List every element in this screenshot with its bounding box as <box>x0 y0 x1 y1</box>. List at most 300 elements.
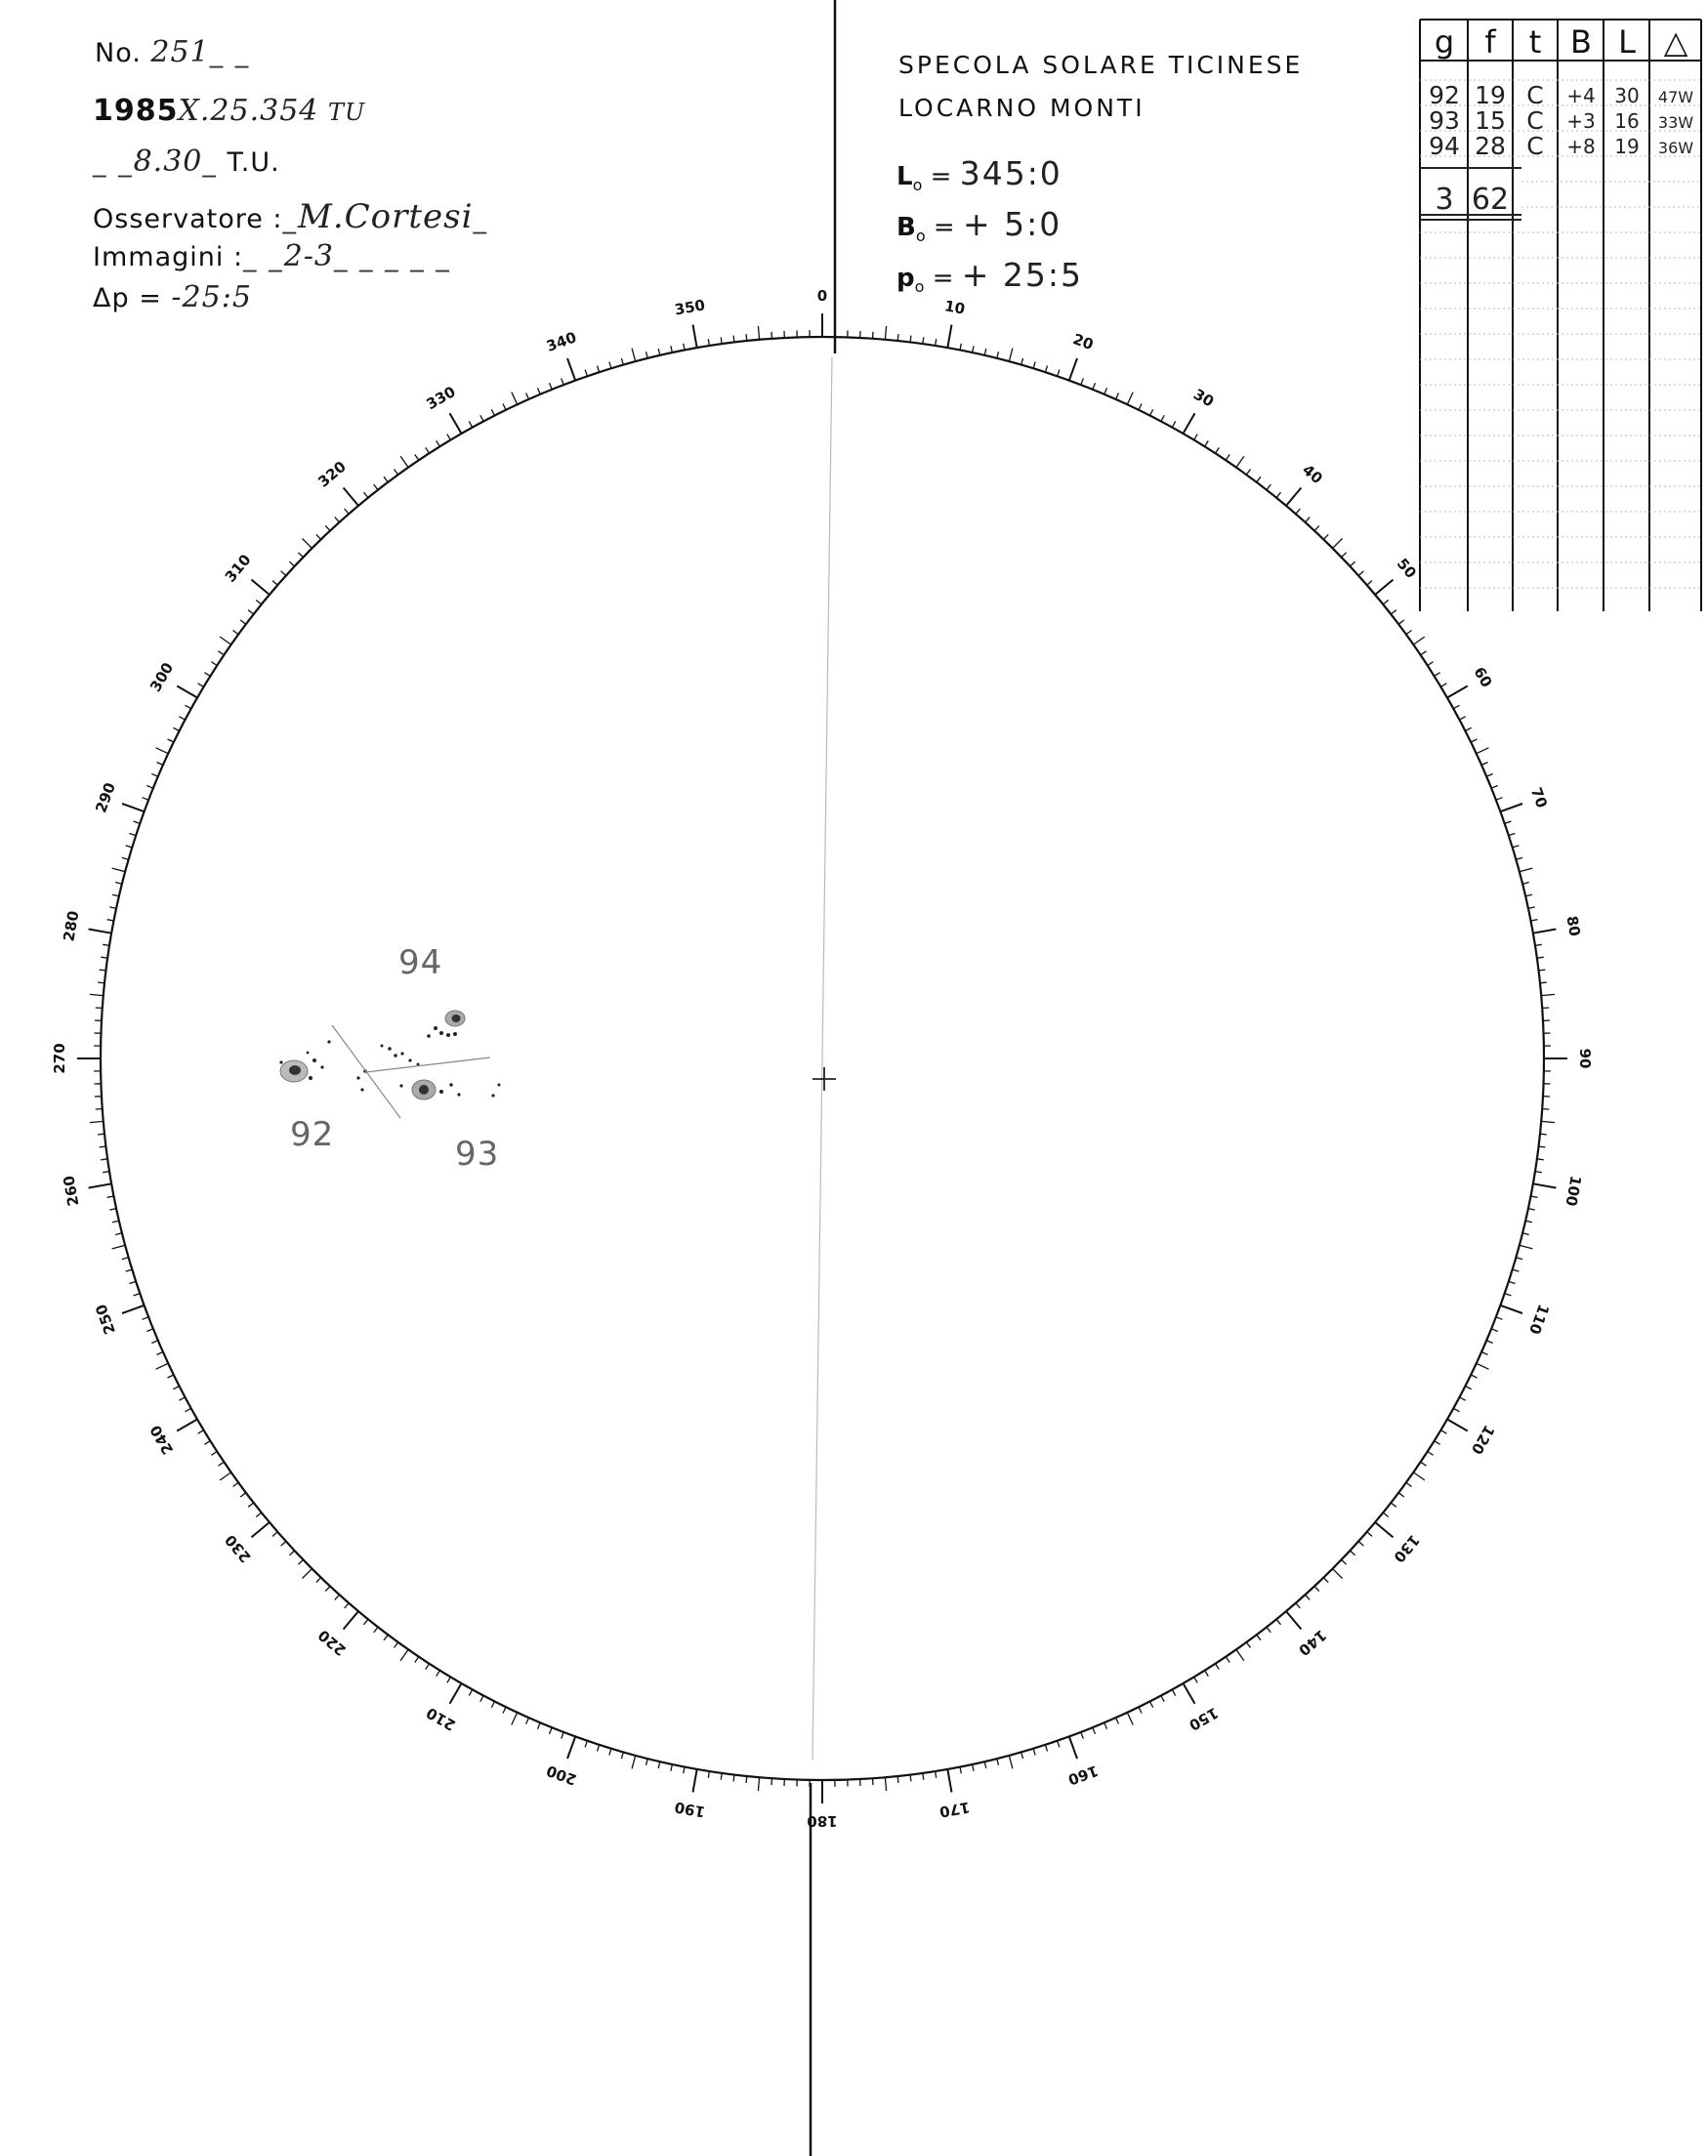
scale-tick <box>281 1542 286 1547</box>
scale-tick <box>374 484 378 490</box>
scale-tick <box>733 1775 734 1782</box>
scale-tick <box>936 339 937 346</box>
scale-tick <box>632 1756 636 1769</box>
scale-tick <box>1447 686 1468 698</box>
scale-tick <box>1505 821 1512 823</box>
scale-label-50: 50 <box>1393 555 1420 582</box>
scale-tick <box>143 1317 149 1320</box>
images-value: 2-3 <box>283 239 334 273</box>
scale-tick <box>1172 422 1175 428</box>
scale-tick <box>122 804 145 811</box>
scale-tick <box>272 581 277 586</box>
scale-tick <box>562 1732 564 1739</box>
scale-tick <box>211 662 217 666</box>
scale-tick <box>1116 1718 1119 1723</box>
time-unit: T.U. <box>227 147 280 178</box>
scale-tick <box>415 455 419 461</box>
param-P0-sub: o <box>914 277 925 297</box>
scale-tick <box>272 1532 277 1537</box>
scale-tick <box>1398 1493 1404 1497</box>
table-cell: 94 <box>1429 132 1460 160</box>
scale-tick <box>1226 455 1229 461</box>
scale-tick <box>1276 1619 1280 1625</box>
group-93-spots <box>356 1069 500 1099</box>
scale-tick <box>1383 1513 1389 1516</box>
scale-tick <box>447 435 451 440</box>
scale-label-10: 10 <box>942 297 967 318</box>
scale-tick <box>146 786 153 789</box>
scale-tick <box>526 394 529 399</box>
scale-tick <box>1537 957 1544 958</box>
scale-tick <box>1267 1627 1271 1633</box>
scale-tick <box>693 325 697 349</box>
scale-tick <box>1161 1696 1164 1702</box>
scale-tick <box>146 1329 153 1332</box>
scale-tick <box>632 349 636 362</box>
scale-tick <box>1333 1569 1343 1579</box>
scale-tick <box>960 344 961 351</box>
scale-tick <box>1216 447 1220 453</box>
scale-tick <box>415 1657 419 1663</box>
scale-tick <box>1528 1209 1535 1211</box>
table-cell: 36W <box>1657 139 1694 157</box>
scale-tick <box>684 344 685 351</box>
scale-tick <box>400 1649 408 1660</box>
date-tu: TU <box>327 99 366 126</box>
scale-label-170: 170 <box>937 1798 972 1821</box>
central-meridian-line <box>812 357 832 1760</box>
scale-tick <box>384 1635 388 1640</box>
scale-label-270: 270 <box>51 1043 68 1074</box>
scale-tick <box>1267 484 1271 490</box>
scale-tick <box>233 631 239 635</box>
scale-tick <box>1161 415 1164 421</box>
observer-value: M.Cortesi <box>298 197 474 236</box>
table-cell: 16 <box>1614 109 1640 133</box>
scale-tick <box>1296 1603 1301 1608</box>
scale-tick <box>1460 1397 1466 1400</box>
scale-tick <box>447 1677 451 1682</box>
scale-tick <box>1496 798 1503 801</box>
scale-tick <box>1226 1657 1229 1663</box>
scale-tick <box>252 580 270 595</box>
scale-tick <box>1194 435 1198 440</box>
scale-tick <box>1236 1649 1244 1660</box>
scale-label-320: 320 <box>314 457 350 491</box>
scale-tick <box>1009 1756 1013 1769</box>
scale-tick <box>1539 970 1546 971</box>
scale-tick <box>1021 358 1023 365</box>
scale-tick <box>758 1777 759 1791</box>
scale-tick <box>1435 673 1440 677</box>
scale-tick <box>684 1766 685 1773</box>
scale-tick <box>658 349 660 355</box>
scale-tick <box>598 366 600 373</box>
scale-label-60: 60 <box>1470 663 1496 691</box>
scale-tick <box>503 1707 506 1713</box>
scale-label-310: 310 <box>221 551 255 586</box>
group-label-92: 92 <box>290 1115 335 1154</box>
scale-tick <box>1435 1441 1440 1445</box>
scale-tick <box>345 509 350 514</box>
observation-time: _ _8.30_ T.U. <box>93 145 280 179</box>
scale-tick <box>491 409 494 415</box>
scale-tick <box>1391 1503 1396 1507</box>
scale-tick <box>1139 1707 1142 1713</box>
scale-tick <box>325 525 330 530</box>
scale-tick <box>1205 1671 1209 1677</box>
scale-tick <box>1296 509 1301 514</box>
scale-tick <box>585 1741 587 1748</box>
scale-tick <box>1447 1420 1468 1431</box>
scale-tick <box>335 1595 340 1599</box>
scale-tick <box>151 774 157 777</box>
scale-label-130: 130 <box>1390 1531 1424 1566</box>
date-year: 1985 <box>93 94 179 128</box>
scale-tick <box>1021 1752 1023 1759</box>
delta-p-label: Δp = <box>93 283 162 313</box>
scale-tick <box>90 1121 104 1122</box>
scale-tick <box>344 488 358 506</box>
table-header-t: t <box>1528 23 1542 61</box>
scale-tick <box>671 346 673 352</box>
scale-label-240: 240 <box>146 1422 178 1458</box>
scale-tick <box>1342 1559 1347 1564</box>
scale-tick <box>1116 394 1119 399</box>
scale-tick <box>1509 834 1516 836</box>
param-L0-value: 345:0 <box>959 154 1062 192</box>
scale-label-290: 290 <box>92 780 119 815</box>
scale-tick <box>1306 1595 1311 1599</box>
scale-tick <box>1246 470 1250 476</box>
scale-label-220: 220 <box>314 1626 350 1660</box>
scale-tick <box>364 1619 368 1625</box>
scale-tick <box>289 1551 294 1555</box>
date-month: X <box>178 94 200 128</box>
scale-tick <box>98 982 104 983</box>
scale-tick <box>325 1587 330 1592</box>
observatory-location: LOCARNO MONTI <box>898 94 1146 122</box>
scale-tick <box>1093 1727 1096 1734</box>
scale-tick <box>1286 488 1301 506</box>
scale-tick <box>1477 1363 1489 1369</box>
scale-tick <box>469 422 472 428</box>
scale-tick <box>1351 1551 1355 1555</box>
scale-tick <box>1500 804 1522 811</box>
table-cell: +4 <box>1566 84 1596 107</box>
table-header-f: f <box>1484 23 1496 61</box>
scale-tick <box>1513 1269 1520 1271</box>
scale-tick <box>1358 1542 1363 1547</box>
scale-label-160: 160 <box>1065 1762 1101 1789</box>
scale-tick <box>947 1769 951 1793</box>
param-P0-eq: = <box>932 264 954 293</box>
scale-tick <box>298 1559 303 1564</box>
scale-tick <box>1184 1683 1195 1704</box>
table-cell: 33W <box>1657 113 1694 132</box>
scale-tick <box>450 413 462 434</box>
scale-label-20: 20 <box>1070 330 1096 354</box>
scale-tick <box>1406 1482 1412 1486</box>
table-cell: 15 <box>1475 106 1506 135</box>
table-cell: 19 <box>1475 81 1506 109</box>
scale-tick <box>1398 620 1404 624</box>
scale-tick <box>157 763 163 766</box>
scale-tick <box>923 1773 924 1780</box>
scale-tick <box>910 336 911 343</box>
scale-tick <box>646 352 648 358</box>
scale-tick <box>1528 907 1535 909</box>
scale-tick <box>100 970 106 971</box>
spot-group-table <box>1418 18 1703 613</box>
scale-tick <box>219 1462 225 1466</box>
scale-tick <box>364 492 368 498</box>
scale-label-150: 150 <box>1186 1703 1222 1735</box>
scale-label-330: 330 <box>423 382 459 414</box>
scale-tick <box>233 1482 239 1486</box>
scale-tick <box>1530 1196 1537 1197</box>
scale-tick <box>395 1642 398 1648</box>
scale-tick <box>151 1341 157 1344</box>
scale-tick <box>1033 362 1035 369</box>
scale-tick <box>107 1196 114 1197</box>
scale-tick <box>426 1664 430 1670</box>
scale-label-300: 300 <box>146 659 178 695</box>
scale-tick <box>281 571 286 576</box>
scale-tick <box>1058 370 1060 377</box>
table-total-groups: 3 <box>1435 183 1454 217</box>
scale-tick <box>1351 561 1355 566</box>
scale-tick <box>168 1375 174 1378</box>
scale-tick <box>609 1749 611 1756</box>
scale-tick <box>130 1281 137 1283</box>
scale-tick <box>1139 404 1142 410</box>
scale-tick <box>134 1294 141 1296</box>
scale-tick <box>1314 1587 1319 1592</box>
scale-tick <box>303 1569 312 1579</box>
table-header-B: B <box>1570 23 1592 61</box>
param-P0-value: + 25:5 <box>961 256 1083 294</box>
table-cell: 19 <box>1614 135 1640 158</box>
scale-label-40: 40 <box>1299 461 1326 488</box>
scale-tick <box>1104 1722 1107 1728</box>
scale-tick <box>109 1209 116 1211</box>
scale-tick <box>1216 1664 1220 1670</box>
time-value: 8.30 <box>133 145 203 179</box>
scale-tick <box>134 821 141 823</box>
scale-tick <box>885 326 886 340</box>
scale-tick <box>550 383 553 390</box>
scale-tick <box>256 1513 262 1516</box>
table-cell: +8 <box>1566 135 1596 158</box>
scale-tick <box>671 1764 673 1771</box>
scale-tick <box>1257 1635 1261 1640</box>
scale-tick <box>107 920 114 921</box>
scale-tick <box>1516 857 1522 859</box>
scale-tick <box>1428 662 1434 666</box>
table-header-delta: △ <box>1663 23 1688 61</box>
scale-tick <box>1286 1611 1301 1629</box>
scale-tick <box>1522 883 1529 885</box>
table-cell: 47W <box>1657 88 1694 106</box>
scale-label-250: 250 <box>92 1302 119 1337</box>
scale-tick <box>1481 763 1487 766</box>
scale-label-80: 80 <box>1562 914 1584 938</box>
scale-tick <box>984 349 986 355</box>
scale-tick <box>248 1503 254 1507</box>
scale-tick <box>1045 366 1047 373</box>
scale-tick <box>973 346 975 352</box>
images-label: Immagini : <box>93 242 244 272</box>
scale-tick <box>204 1441 210 1445</box>
delta-p-value: -25:5 <box>171 280 252 314</box>
observer: Osservatore :_M.Cortesi_ <box>93 197 488 236</box>
sheet-number: No. 251_ _ <box>95 35 251 69</box>
scale-tick <box>426 447 430 453</box>
scale-tick <box>1540 1134 1547 1135</box>
scale-tick <box>112 894 119 896</box>
scale-tick <box>1413 1472 1424 1480</box>
param-B0-eq: = <box>933 213 955 242</box>
scale-tick <box>1276 492 1280 498</box>
scale-tick <box>1323 534 1328 539</box>
scale-tick <box>156 1363 169 1369</box>
scale-tick <box>885 1777 886 1791</box>
date-rest: .25.354 <box>199 94 319 128</box>
scale-tick <box>1477 748 1489 754</box>
scale-tick <box>1471 739 1477 742</box>
scale-tick <box>122 1258 129 1260</box>
scale-tick <box>973 1764 975 1771</box>
scale-label-90: 90 <box>1576 1048 1594 1069</box>
scale-tick <box>1496 1317 1503 1320</box>
scale-tick <box>910 1775 911 1782</box>
scale-tick <box>621 1752 623 1759</box>
scale-tick <box>100 1146 106 1147</box>
scale-tick <box>526 1718 529 1723</box>
scale-tick <box>1428 1452 1434 1456</box>
scale-tick <box>1150 1702 1153 1708</box>
scale-tick <box>1081 379 1084 386</box>
scale-tick <box>1520 1245 1533 1249</box>
scale-label-70: 70 <box>1526 785 1551 810</box>
scale-tick <box>157 1352 163 1355</box>
scale-tick <box>1486 1341 1492 1344</box>
scale-tick <box>1383 601 1389 604</box>
param-L0-label: L <box>896 162 913 191</box>
scale-tick <box>252 1522 270 1537</box>
sheet-number-value: 251 <box>150 35 210 69</box>
scale-tick <box>240 1493 246 1497</box>
scale-tick <box>1391 610 1396 614</box>
scale-tick <box>1150 409 1153 415</box>
scale-tick <box>89 930 112 933</box>
scale-tick <box>1530 920 1537 921</box>
scale-tick <box>936 1771 937 1778</box>
scale-tick <box>609 362 611 369</box>
scale-tick <box>480 1696 483 1702</box>
scale-tick <box>567 358 575 381</box>
scale-tick <box>98 1134 104 1135</box>
scale-tick <box>1058 1741 1060 1748</box>
sunspot-sketch <box>279 1011 500 1118</box>
param-L0-eq: = <box>930 162 952 191</box>
param-B0-label: B <box>896 213 916 242</box>
scale-tick <box>173 1387 179 1389</box>
scale-tick <box>89 1183 112 1187</box>
scale-tick <box>658 1762 660 1768</box>
scale-tick <box>1033 1749 1035 1756</box>
scale-tick <box>512 1713 518 1725</box>
scale-tick <box>1257 477 1261 482</box>
scale-tick <box>316 534 321 539</box>
scale-tick <box>1367 581 1372 586</box>
scale-tick <box>947 325 951 349</box>
scale-tick <box>1421 651 1427 655</box>
group-94-spots <box>381 1011 466 1066</box>
scale-tick <box>1367 1532 1372 1537</box>
scale-tick <box>450 1683 462 1704</box>
scale-tick <box>115 1233 122 1235</box>
scale-tick <box>177 1420 197 1431</box>
scale-tick <box>186 705 191 708</box>
scale-tick <box>538 1722 541 1728</box>
scale-tick <box>897 1776 898 1783</box>
group-label-94: 94 <box>398 943 443 982</box>
scale-tick <box>298 553 303 558</box>
scale-label-210: 210 <box>423 1703 459 1735</box>
scale-tick <box>344 1611 358 1629</box>
scale-tick <box>103 1172 109 1173</box>
scale-tick <box>708 339 709 346</box>
scale-tick <box>248 610 254 614</box>
scale-tick <box>143 798 149 801</box>
scale-label-180: 180 <box>807 1812 838 1830</box>
scale-tick <box>256 601 262 604</box>
scale-tick <box>733 336 734 343</box>
scale-tick <box>186 1408 191 1411</box>
scale-tick <box>198 1430 204 1434</box>
scale-tick <box>567 1736 575 1759</box>
scale-tick <box>562 379 564 386</box>
scale-tick <box>198 684 204 687</box>
scale-label-280: 280 <box>60 909 83 943</box>
images: Immagini :_ _2-3_ _ _ _ _ <box>93 239 451 273</box>
scale-tick <box>1466 1387 1472 1389</box>
table-total-spots: 62 <box>1471 183 1510 217</box>
scale-tick <box>130 834 137 836</box>
scale-tick <box>1093 383 1096 390</box>
scale-tick <box>1081 1732 1084 1739</box>
scale-tick <box>721 1773 722 1780</box>
scale-tick <box>1205 440 1209 446</box>
scale-tick <box>1375 1522 1393 1537</box>
scale-tick <box>1236 456 1244 467</box>
scale-tick <box>240 620 246 624</box>
scale-label-30: 30 <box>1189 385 1218 411</box>
table-header-g: g <box>1434 23 1455 61</box>
scale-tick <box>437 1671 440 1677</box>
scale-tick <box>1505 1294 1512 1296</box>
scale-tick <box>746 1776 747 1783</box>
scale-label-0: 0 <box>816 287 828 305</box>
scale-tick <box>345 1603 350 1608</box>
scale-tick <box>997 1759 999 1765</box>
scale-tick <box>384 477 388 482</box>
scale-tick <box>1413 637 1424 644</box>
scale-tick <box>646 1759 648 1765</box>
scale-label-230: 230 <box>221 1531 255 1566</box>
